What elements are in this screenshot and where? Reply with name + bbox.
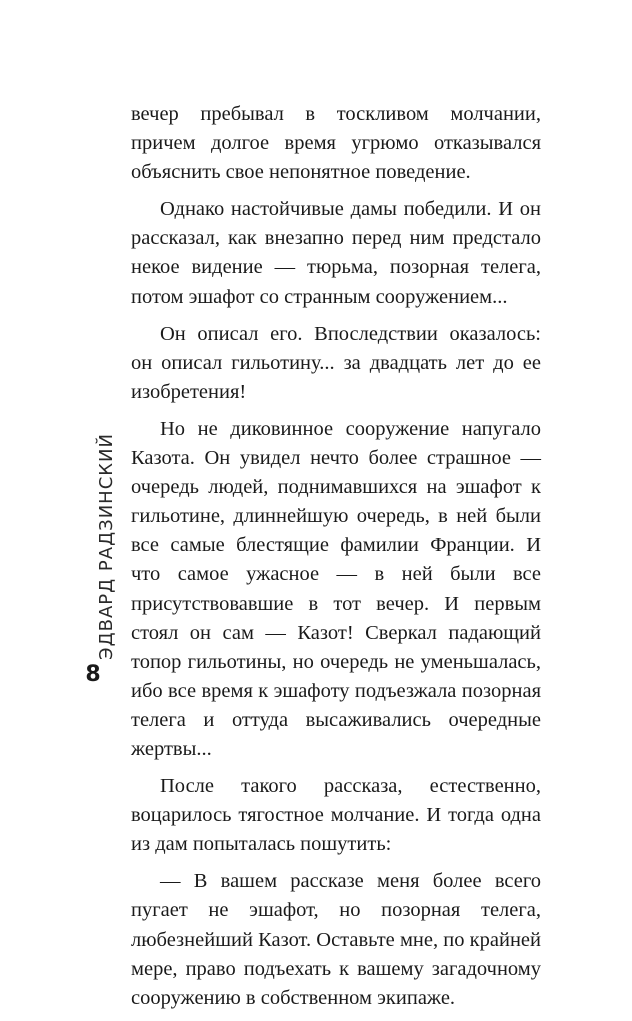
paragraph: Однако настойчивые дамы победили. И он рассказал, как внезапно перед ним предстало некое видение — тюрьма, позорная телега, потом эшафот со странным сооружением... — [131, 198, 541, 308]
paragraph: вечер пребывал в тоскливом молчании, причем долгое время угрюмо отказывался объяснить свое непонятное поведение. — [131, 103, 541, 184]
paragraph: После такого рассказа, естественно, воцарилось тягостное молчание. И тогда одна из дам попыталась пошутить: — [131, 775, 541, 856]
paragraph: Он описал его. Впоследствии оказалось: он описал гильотину... за двадцать лет до ее изобретения! — [131, 322, 541, 403]
running-head: ЭДВАРД РАДЗИНСКИЙ — [96, 433, 117, 660]
page-number: 8 — [85, 662, 101, 687]
paragraph: Но не диковинное сооружение напугало Казота. Он увидел нечто более страшное — очередь людей, поднимавшихся на эшафот к гильотине, длиннейшую очередь, в ней были все самые блестящие фамилии Франции. И что самое ужасное — в ней были все присутствовавшие в тот вечер. И первым стоял он сам — Казот! Сверкал падающий топор гильотины, но очередь не уменьшалась, ибо все время к эшафоту подъезжала позорная телега и оттуда высаживались очередные жертвы... — [131, 417, 541, 760]
paragraph: — В вашем рассказе меня более всего пугает не эшафот, но позорная телега, любезнейший Казот. Оставьте мне, по крайней мере, право подъехать к вашему загадочному сооружению в собственном экипаже. — [131, 870, 541, 1009]
body-text — [131, 100, 541, 1021]
